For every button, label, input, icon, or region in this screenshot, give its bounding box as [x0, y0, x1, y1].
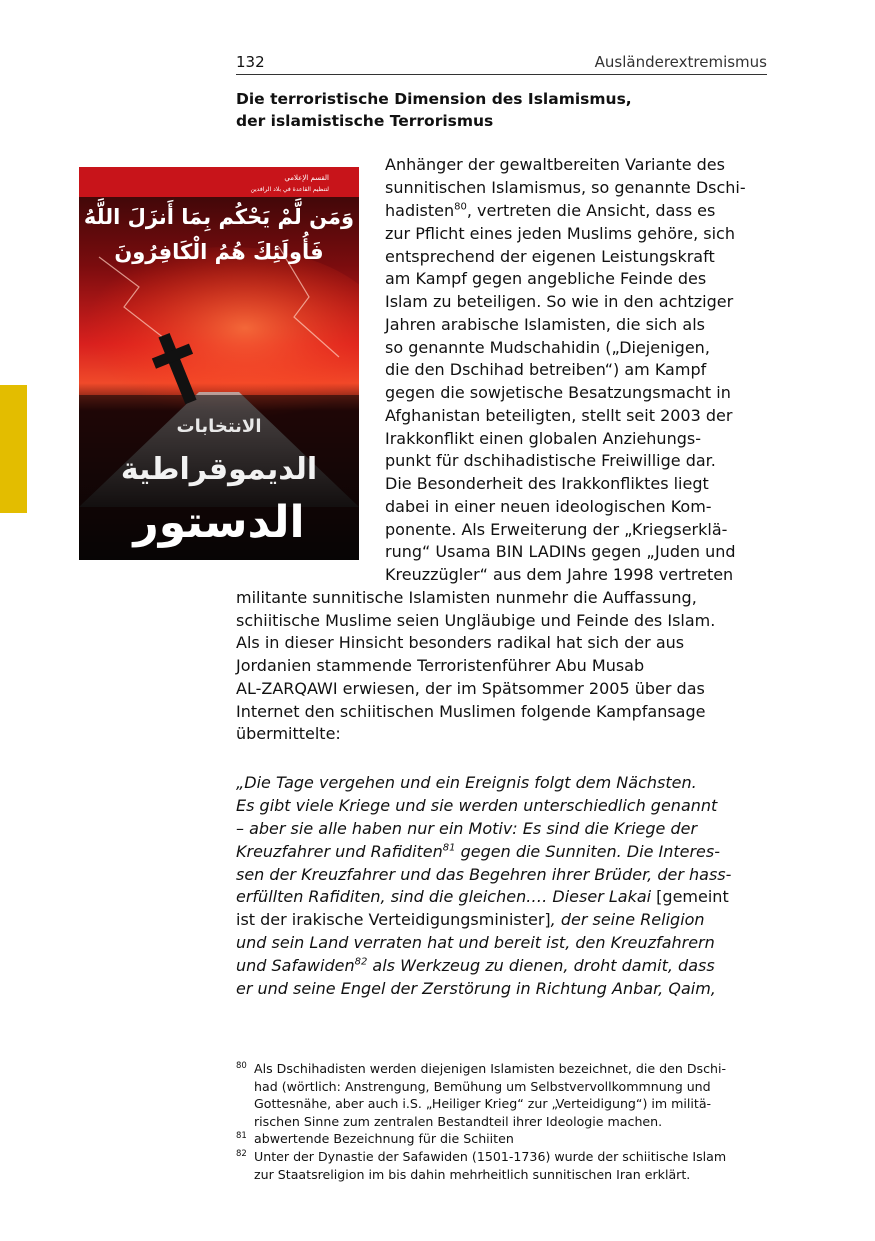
body-line: punkt für dschihadistische Freiwillige dar.: [385, 451, 716, 470]
quote-line: und sein Land verraten hat und bereit ist, den Kreuzfahrern: [236, 933, 715, 952]
body-line: Internet den schiitischen Muslimen folgende Kampfansage: [236, 702, 706, 721]
body-line: übermittelte:: [236, 724, 341, 743]
editorial-insert: [gemeint: [651, 887, 729, 906]
poster-top-text-1: القسم الإعلامي: [284, 174, 329, 182]
section-heading: [236, 88, 756, 132]
body-line: Jahren arabische Islamisten, die sich als: [385, 315, 705, 334]
body-line: entsprechend der eigenen Leistungskraft: [385, 247, 715, 266]
body-line: AL-ZARQAWI erwiesen, der im Spätsommer 2005 über das: [236, 679, 705, 698]
quote-line: Es gibt viele Kriege und sie werden unterschiedlich genannt: [236, 796, 718, 815]
quote-line: erfüllten Rafiditen, sind die gleichen.… Dieser Lakai [gemeint: [236, 887, 729, 906]
editorial-insert: ist der irakische Verteidigungsminister]: [236, 910, 551, 929]
poster-word-elections: الانتخابات: [176, 416, 262, 437]
page-number: 132: [236, 53, 265, 71]
body-line: militante sunnitische Islamisten nunmehr die Auffassung,: [236, 588, 697, 607]
body-line: Kreuzzügler“ aus dem Jahre 1998 vertreten: [385, 565, 734, 584]
propaganda-poster-image: [79, 167, 359, 560]
chapter-title: Ausländerextremismus: [594, 53, 767, 71]
footnote-82: 82 Unter der Dynastie der Safawiden (1501-1736) wurde der schiitische Islam zur Staatsreligion im bis dahin mehrheitlich sunnitischen Iran erklärt.: [236, 1148, 767, 1183]
body-line: Jordanien stammende Terroristenführer Abu Musab: [236, 656, 645, 675]
body-line: Die Besonderheit des Irakkonfliktes liegt: [385, 474, 709, 493]
quote-line: – aber sie alle haben nur ein Motiv: Es sind die Kriege der: [236, 819, 698, 838]
body-line: sunnitischen Islamismus, so genannte Dschi-: [385, 178, 746, 197]
body-line: Anhänger der gewaltbereiten Variante des: [385, 155, 725, 174]
body-line: Als in dieser Hinsicht besonders radikal hat sich der aus: [236, 633, 685, 652]
body-line: rung“ Usama BIN LADINs gegen „Juden und: [385, 542, 736, 561]
body-line: gegen die sowjetische Besatzungsmacht in: [385, 383, 731, 402]
body-line: die den Dschihad betreiben“) am Kampf: [385, 360, 707, 379]
term-dschihadisten: hadisten: [385, 201, 455, 220]
footnote-ref-81[interactable]: 81: [442, 842, 456, 854]
body-line: ponente. Als Erweiterung der „Kriegserklä-: [385, 520, 728, 539]
quote-line: sen der Kreuzfahrer und das Begehren ihrer Brüder, der hass-: [236, 865, 732, 884]
quote-line: Kreuzfahrer und Rafiditen$^{81}$ gegen die Sunniten. Die Interes-: [236, 842, 720, 861]
footnote-ref-82[interactable]: 82: [354, 956, 368, 968]
footnote-80: 80 Als Dschihadisten werden diejenigen Islamisten bezeichnet, die den Dschi- had (wörtlich: Anstrengung, Bemühung um Selbstvervollkommnung und Gottesnähe, aber auch i.S. „Heiliger Krieg“ zur „Verteidigung“) im militä- rischen Sinne zum zentralen Bestandteil ihrer Ideologie machen.: [236, 1060, 767, 1130]
footnote-81: 81 abwertende Bezeichnung für die Schiiten: [236, 1130, 767, 1148]
footnote-ref-80[interactable]: 80: [454, 201, 467, 213]
body-line: zur Pflicht eines jeden Muslims gehöre, sich: [385, 224, 735, 243]
body-line: schiitische Muslime seien Ungläubige und Feinde des Islam.: [236, 611, 716, 630]
body-line: hadisten$^{80}$, vertreten die Ansicht, dass es: [385, 201, 716, 220]
quote-line: und Safawiden$^{82}$ als Werkzeug zu dienen, droht damit, dass: [236, 956, 715, 975]
footnote-number: 81: [236, 1131, 247, 1142]
body-line: so genannte Mudschahidin („Diejenigen,: [385, 338, 710, 357]
quote-line: ist der irakische Verteidigungsminister], der seine Religion: [236, 910, 705, 929]
poster-top-text-2: لتنظيم القاعدة في بلاد الرافدين: [250, 186, 329, 193]
body-line: Islam zu beteiligen. So wie in den achtziger: [385, 292, 734, 311]
quote-line: „Die Tage vergehen und ein Ereignis folgt dem Nächsten.: [236, 773, 697, 792]
footnote-number: 80: [236, 1061, 247, 1071]
section-heading-line-1: Die terroristische Dimension des Islamismus,: [236, 90, 632, 108]
poster-verse-line-1: وَمَن لَّمْ يَحْكُم بِمَا أَنزَلَ اللَّهُ: [83, 205, 355, 229]
footnote-number: 82: [236, 1148, 247, 1159]
body-line: Irakkonflikt einen globalen Anziehungs-: [385, 429, 701, 448]
footnotes: [236, 1060, 767, 1183]
body-line: dabei in einer neuen ideologischen Kom-: [385, 497, 712, 516]
poster-verse-line-2: فَأُولَئِكَ هُمُ الْكَافِرُونَ: [114, 240, 324, 264]
section-heading-line-2: der islamistische Terrorismus: [236, 112, 494, 130]
running-header: [236, 52, 767, 75]
poster-word-democracy: الديموقراطية: [120, 452, 318, 487]
chapter-tab-marker: [0, 385, 27, 513]
body-line: Afghanistan beteiligten, stellt seit 2003 der: [385, 406, 733, 425]
quote-line: er und seine Engel der Zerstörung in Richtung Anbar, Qaim,: [236, 979, 716, 998]
poster-word-constitution: الدستور: [133, 497, 305, 548]
body-line: am Kampf gegen angebliche Feinde des: [385, 269, 707, 288]
